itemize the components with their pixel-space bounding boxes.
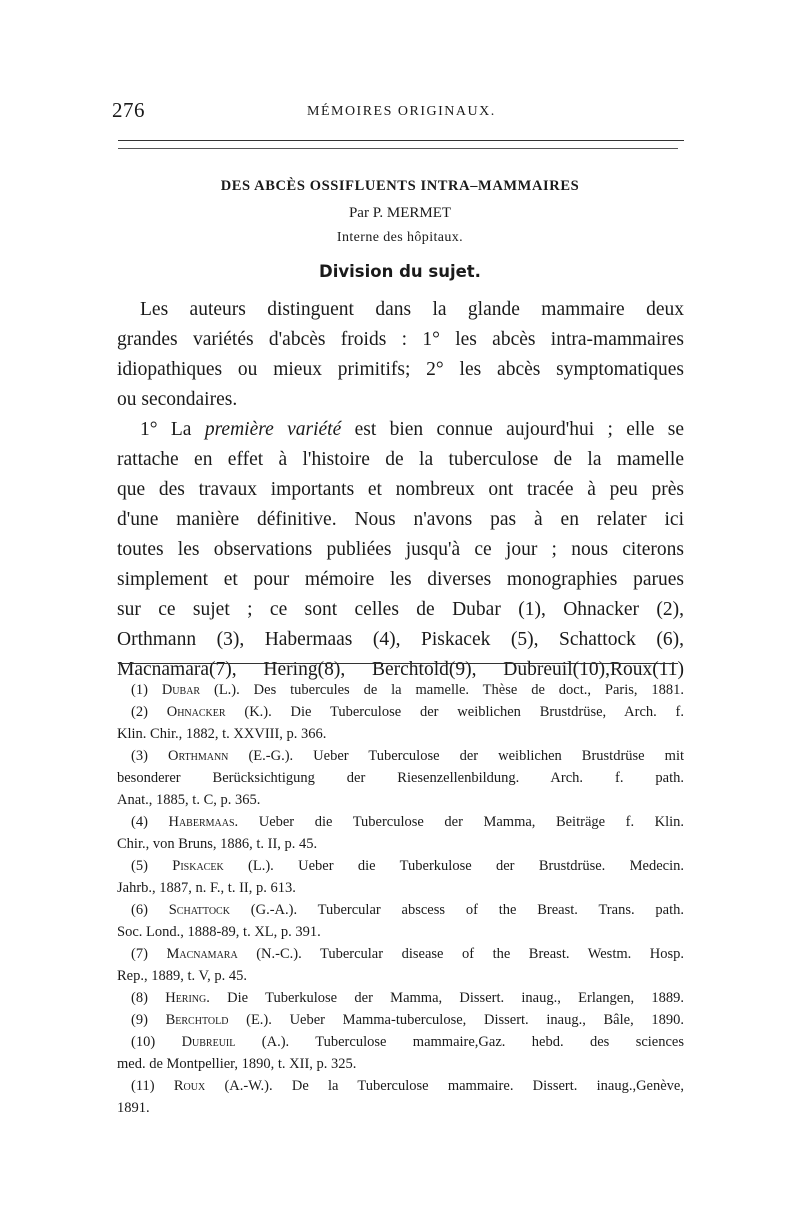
text-line: d'une manière définitive. Nous n'avons pas à en relater ici (117, 509, 684, 530)
text-line: Les auteurs distinguent dans la glande mammaire deux (140, 299, 684, 320)
footnotes (117, 679, 684, 1119)
footnote-author: Dubreuil (181, 1034, 236, 1050)
text-line: ou secondaires. (117, 389, 238, 410)
text-line: Orthmann (3), Habermaas (4), Piskacek (5), Schattock (6), (117, 629, 684, 650)
footnote-rule (118, 663, 678, 664)
footnote-continuation: Jahrb., 1887, n. F., t. II, p. 613. (117, 880, 296, 896)
footnote-continuation: med. de Montpellier, 1890, t. XII, p. 325. (117, 1056, 357, 1072)
footnote-author: Habermaas. (168, 814, 239, 830)
author-line: Par P. MERMET (348, 205, 452, 221)
footnote-author: Roux (173, 1078, 206, 1094)
footnote: (6) Schattock (G.-A.). Tubercular abscess of the Breast. Trans. path. (131, 902, 684, 918)
footnote: (3) Orthmann (E.-G.). Ueber Tuberculose der weiblichen Brustdrüse mit (131, 748, 684, 764)
text-line: Macnamara(7), Hering(8), Berchtold(9), Dubreuil(10),Roux(11) (117, 659, 684, 680)
section-title: Division du sujet. (319, 262, 481, 281)
header-rule-thin (118, 148, 678, 149)
running-title: MÉMOIRES ORIGINAUX. (307, 104, 496, 119)
header-rule (118, 140, 684, 141)
footnote: (1) Dubar (L.). Des tubercules de la mamelle. Thèse de doct., Paris, 1881. (131, 682, 685, 698)
text-line (117, 415, 684, 445)
footnote-author: Macnamara (166, 946, 238, 962)
running-head (112, 98, 684, 128)
footnote-continuation: Soc. Lond., 1888-89, t. XL, p. 391. (117, 924, 321, 940)
footnote-continuation: Chir., von Bruns, 1886, t. II, p. 45. (117, 836, 318, 852)
page-number: 276 (112, 98, 145, 122)
text-line: rattache en effet à l'histoire de la tuberculose de la mamelle (117, 449, 684, 470)
paragraph-rest: est bien connue aujourd'hui ; elle se (354, 419, 684, 440)
footnote-author: Hering. (165, 990, 210, 1006)
footnote-continuation: besonderer Berücksichtigung der Riesenzellenbildung. Arch. f. path. (117, 770, 684, 786)
footnote: (9) Berchtold (E.). Ueber Mamma-tuberculose, Dissert. inaug., Bâle, 1890. (131, 1012, 685, 1028)
footnote-author: Dubar (161, 682, 201, 698)
article-title: DES ABCÈS OSSIFLUENTS INTRA–MAMMAIRES (220, 178, 580, 194)
footnote-author: Ohnacker (166, 704, 226, 720)
body-text (117, 295, 684, 685)
footnote: (11) Roux (A.-W.). De la Tuberculose mammaire. Dissert. inaug.,Genève, (131, 1078, 684, 1094)
text-line: grandes variétés d'abcès froids : 1° les abcès intra-mammaires (117, 329, 684, 350)
footnote: (5) Piskacek (L.). Ueber die Tuberkulose der Brustdrüse. Medecin. (131, 858, 684, 874)
text-line: toutes les observations publiées jusqu'à ce jour ; nous citerons (117, 539, 684, 560)
text-line: simplement et pour mémoire les diverses monographies parues (117, 569, 684, 590)
footnote-author: Orthmann (167, 748, 229, 764)
footnote-continuation: 1891. (117, 1100, 150, 1116)
footnote-author: Berchtold (165, 1012, 229, 1028)
footnote-continuation: Klin. Chir., 1882, t. XXVIII, p. 366. (117, 726, 327, 742)
footnote: (8) Hering. Die Tuberkulose der Mamma, Dissert. inaug., Erlangen, 1889. (131, 990, 685, 1006)
footnote: (4) Habermaas. Ueber die Tuberculose der Mamma, Beiträge f. Klin. (131, 814, 685, 830)
author-role: Interne des hôpitaux. (336, 230, 464, 245)
footnote: (10) Dubreuil (A.). Tuberculose mammaire,Gaz. hebd. des sciences (131, 1034, 685, 1050)
paragraph-lead: 1° La (140, 419, 192, 440)
footnote: (2) Ohnacker (K.). Die Tuberculose der weiblichen Brustdrüse, Arch. f. (131, 704, 685, 720)
footnote-author: Schattock (168, 902, 230, 918)
footnote-continuation: Rep., 1889, t. V, p. 45. (117, 968, 247, 984)
text-line: que des travaux importants et nombreux ont tracée à peu près (117, 479, 684, 500)
emphasis: première variété (204, 419, 342, 440)
footnote: (7) Macnamara (N.-C.). Tubercular disease of the Breast. Westm. Hosp. (131, 946, 685, 962)
footnote-author: Piskacek (172, 858, 224, 874)
text-line: idiopathiques ou mieux primitifs; 2° les abcès symptomatiques (117, 359, 684, 380)
text-line: sur ce sujet ; ce sont celles de Dubar (1), Ohnacker (2), (117, 599, 684, 620)
footnote-continuation: Anat., 1885, t. C, p. 365. (117, 792, 261, 808)
